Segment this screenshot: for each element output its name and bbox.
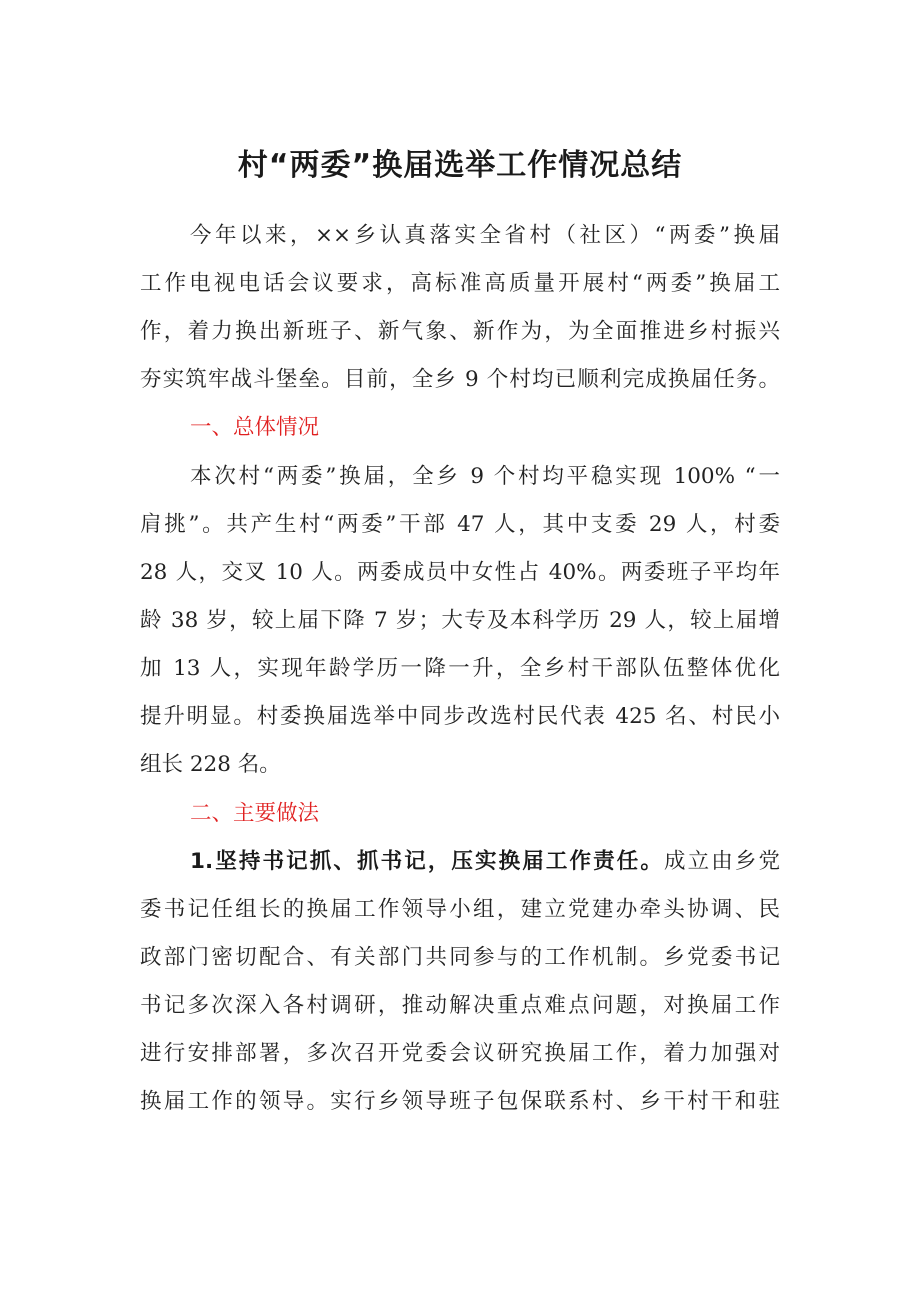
intro-line-3: 作，着力换出新班子、新气象、新作为，为全面推进乡村振兴 <box>140 319 780 344</box>
intro-line-2: 工作电视电话会议要求，高标准高质量开展村“两委”换届工 <box>140 271 780 296</box>
intro-line-1: 今年以来，××乡认真落实全省村（社区）“两委”换届 <box>190 223 780 248</box>
section2-line-5: 进行安排部署，多次召开党委会议研究换届工作，着力加强对 <box>140 1041 780 1066</box>
section1-line-4: 龄 38 岁，较上届下降 7 岁；大专及本科学历 29 人，较上届增 <box>140 608 780 633</box>
section1-line-6: 提升明显。村委换届选举中同步改选村民代表 425 名、村民小 <box>140 704 780 729</box>
section2-line-4: 书记多次深入各村调研，推动解决重点难点问题，对换届工作 <box>140 993 780 1018</box>
item1-first-line-rest: 成立由乡党 <box>664 849 780 874</box>
section2-line-3: 政部门密切配合、有关部门共同参与的工作机制。乡党委书记 <box>140 945 780 970</box>
section1-line-2: 肩挑”。共产生村“两委”干部 47 人，其中支委 29 人，村委 <box>140 512 780 537</box>
section2-item1-line-1 <box>190 839 780 885</box>
item1-bold-title: 1.坚持书记抓、抓书记，压实换届工作责任。 <box>190 849 664 874</box>
section1-line-3: 28 人，交叉 10 人。两委成员中女性占 40%。两委班子平均年 <box>140 560 780 585</box>
section-heading-overview: 一、总体情况 <box>190 415 320 440</box>
section1-line-1: 本次村“两委”换届，全乡 9 个村均平稳实现 100% “一 <box>190 464 780 489</box>
document-title: 村“两委”换届选举工作情况总结 <box>237 148 683 183</box>
section-heading-methods: 二、主要做法 <box>190 801 320 826</box>
section1-line-5: 加 13 人，实现年龄学历一降一升，全乡村干部队伍整体优化 <box>140 656 780 681</box>
section1-line-7: 组长 228 名。 <box>140 752 281 777</box>
section2-line-2: 委书记任组长的换届工作领导小组，建立党建办牵头协调、民 <box>140 897 780 922</box>
section2-line-6: 换届工作的领导。实行乡领导班子包保联系村、乡干村干和驻 <box>140 1089 780 1114</box>
intro-line-4: 夯实筑牢战斗堡垒。目前，全乡 9 个村均已顺利完成换届任务。 <box>140 367 780 392</box>
